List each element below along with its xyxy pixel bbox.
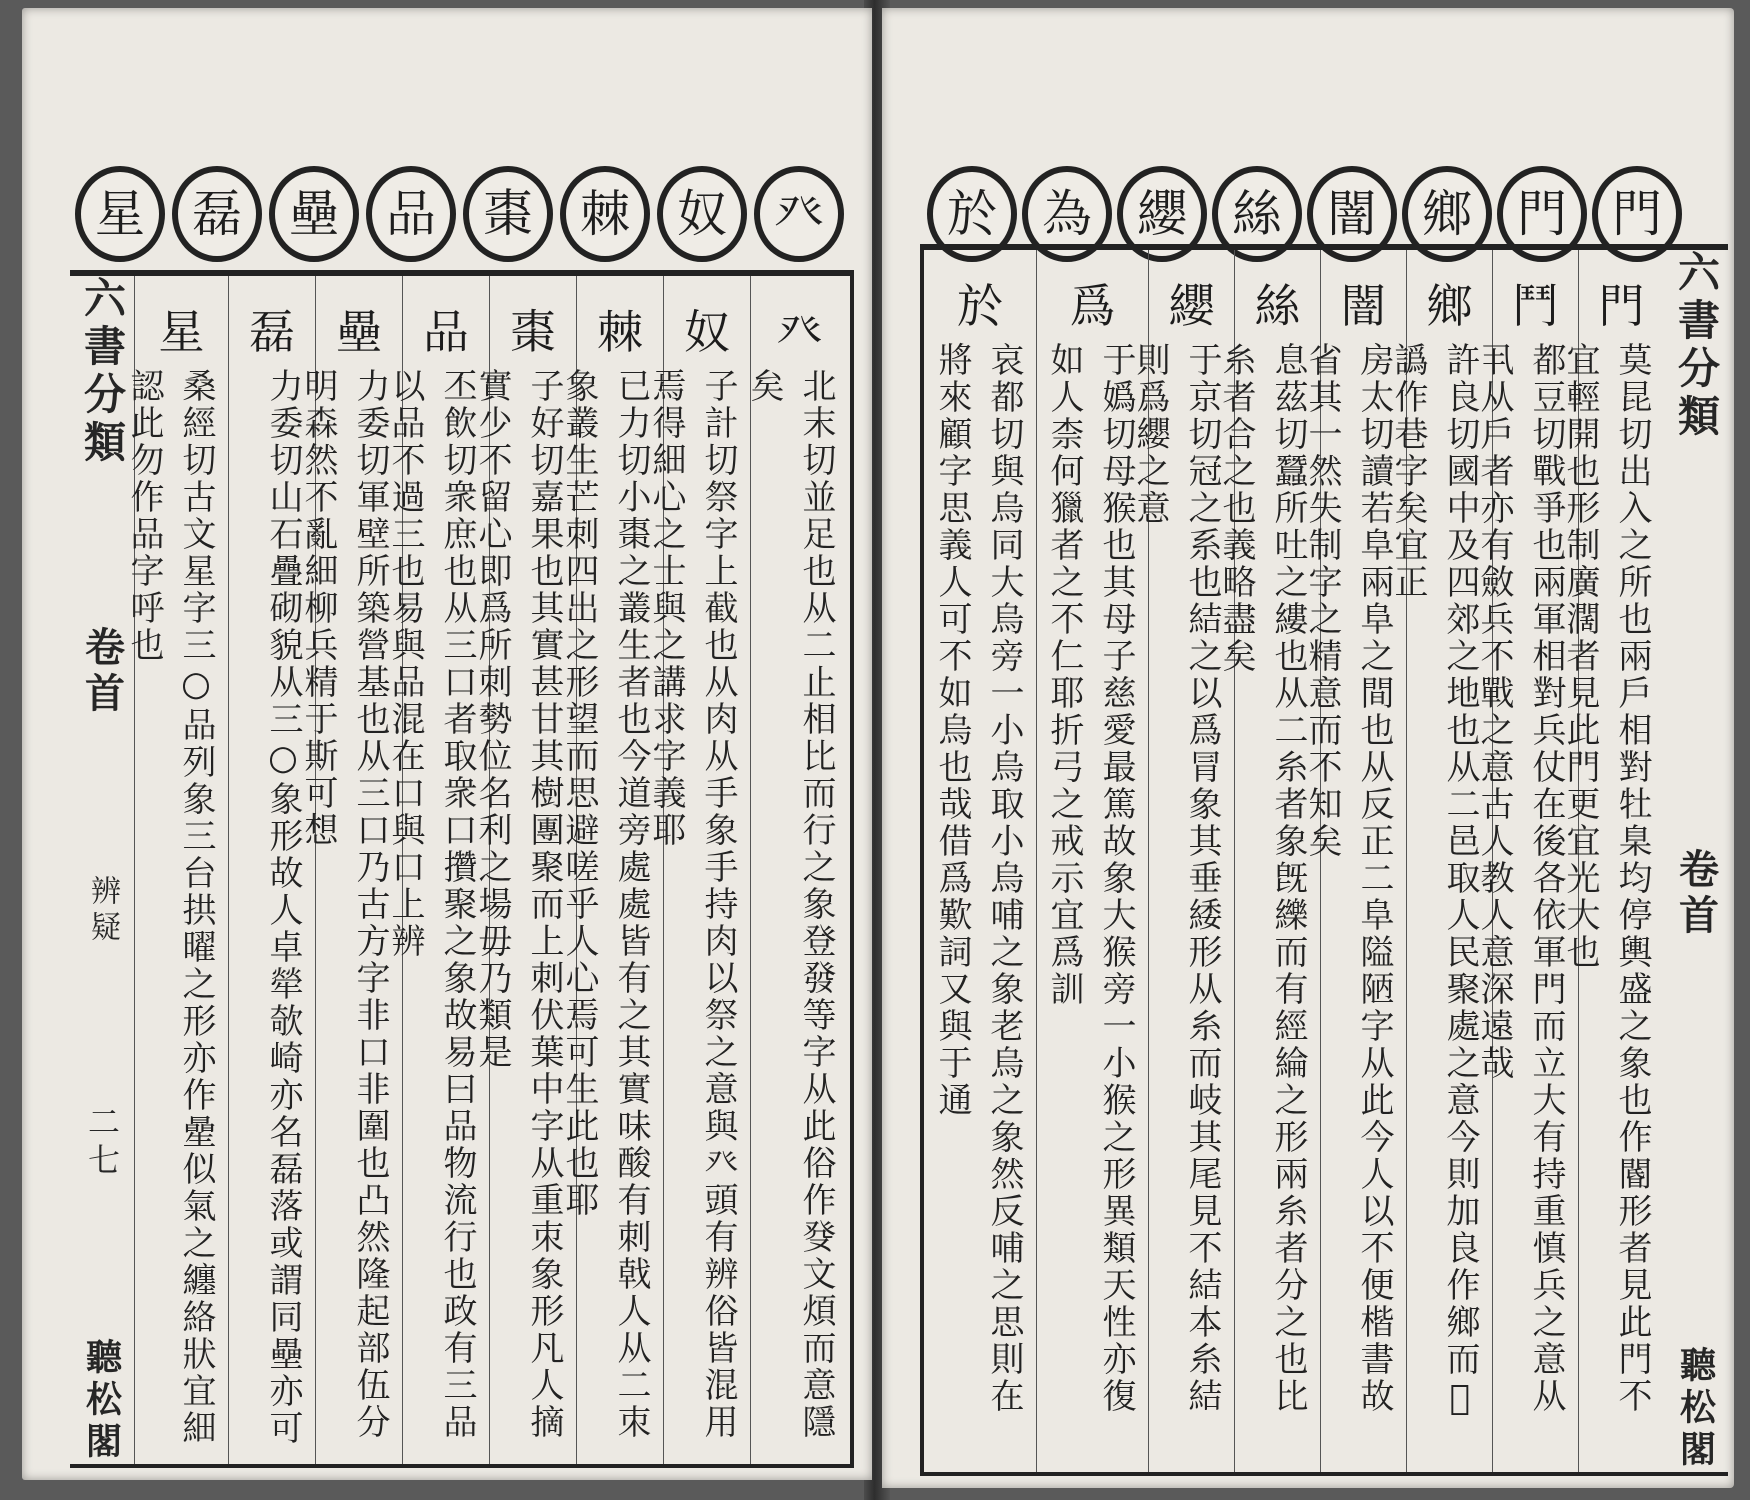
seal-glyph: 星 [158,305,205,359]
entry-column [1302,250,1406,1472]
text-frame [920,244,1728,1476]
entry-column [1388,250,1492,1472]
juan-label: 卷首 [78,625,126,718]
entry-text: 子計切祭字上截也从肉从手象手持肉以祭之意與癶頭有辨俗皆混用焉得細心之士與之講求字義耶 [646,368,738,1441]
seal-character: 品 [366,166,456,262]
seal-glyph: 壘 [336,305,382,359]
entry-text: 于嬀切母猴也其母子慈愛最篤故象大猴旁一小猴之形異類天性亦復如人柰何獵者之不仁耶折弓之戒示宜爲訓 [1044,342,1136,1415]
seal-glyph: 棗 [510,305,556,359]
entry-text: 力委切軍壁所築營基也从三口乃古方字非口非圍也凸然隆起部伍分明森然不亂細柳兵精于斯可想 [298,368,390,1441]
entry-text: 于京切冠之系也結之以爲冐象其垂緌形从糸而岐其尾見不結本糸結則爲纓之意 [1130,342,1222,1415]
entry-text: 北末切並足也从二止相比而行之象登發等字从此俗作癹文煩而意隱矣 [744,368,836,1441]
seal-character: 闇 [1307,166,1397,262]
entry-column [744,276,848,1464]
seal-character: 門 [1497,166,1587,262]
seal-glyph: 鬥 [1512,279,1559,333]
seal-character: 絲 [1212,166,1302,262]
entry-column [298,276,402,1464]
entry-column [1036,250,1148,1472]
entry-text: 丕飲切衆庶也从三口者取衆口攢聚之象故易曰品物流行也政有三品以品不過三也易與品混在口與口上辨 [385,368,477,1441]
seal-glyph: 鄉 [1426,279,1473,333]
entry-column [124,276,228,1464]
entry-text: 息茲切蠶所吐之縷也从二糸者象旣纅而有經綸之形兩糸者分之也比糸者合之也義略盡矣 [1216,342,1308,1415]
book-title: 六書分類 [78,276,127,468]
seal-glyph: 於 [957,279,1003,333]
entry-column [1474,250,1578,1472]
entry-text: 房太切讀若阜兩阜之間也从反正二阜隘陋字从此今人以不便楷書故省其一然失制字之精意而不知矣 [1302,342,1394,1415]
text-frame [70,270,854,1468]
seal-glyph: 絲 [1254,279,1301,333]
seal-character: 為 [1022,166,1112,262]
entry-column [1560,250,1664,1472]
right-page [882,8,1734,1488]
juan-label: 卷首 [1672,848,1720,940]
seal-character: 癶 [754,166,844,262]
entry-text: 都豆切戰爭也兩軍相對兵仗在後各依軍門而立大有持重慎兵之意从丮从戶者亦有斂兵不戰之意古人教人意深遠哉 [1474,342,1566,1415]
entry-text: 桑經切古文星字三○品列象三台拱曜之形亦作曐似氣之纏絡狀宜細認此勿作品字呼也 [124,368,216,1447]
entry-text: 莫昆切出入之所也兩戶相對牡臬均停輿盛之象也作閽形者見此門不宜輕開也形制廣濶者見此門更宜光大也 [1560,342,1652,1415]
seal-character: 鄉 [1402,166,1492,262]
entry-column [559,276,663,1464]
seal-glyph: 纓 [1168,279,1215,333]
seal-glyph: 品 [423,305,469,359]
press-name: 聽松閣 [80,1338,123,1464]
seal-character: 星 [75,166,165,262]
seal-character: 棘 [560,166,650,262]
entry-column [472,276,576,1464]
seal-glyph: 門 [1598,279,1645,333]
entry-column [646,276,750,1464]
entry-text: 哀都切與烏同大烏旁一小烏取小烏哺之象老烏之象然反哺之思則在將來顧字思義人可不如烏也哉借爲歎詞又與于通 [932,342,1024,1415]
seal-character: 纓 [1117,166,1207,262]
seal-glyph: 闇 [1340,279,1387,333]
entry-text: 子好切嘉果也其實甚甘其樹團聚而上刺伏葉中字从重朿象形凡人摘實少不留心即爲所刺勢位名利之場毋乃類是 [472,368,564,1441]
entry-text: 力委切山石疊砌貌从三○象形故人卓犖欹崎亦名磊落或謂同壘亦可 [263,368,303,1447]
entry-column [1216,250,1320,1472]
seal-character: 棗 [463,166,553,262]
entry-text: 許良切國中及四郊之地也从二邑取人民聚處之意今則加良作鄉而𨛜譌作巷字矣宜正 [1388,342,1480,1421]
entry-column [228,276,315,1464]
seal-glyph: 磊 [249,305,295,359]
section-label: 辨疑 [85,875,120,947]
book-title: 六書分類 [1672,250,1721,442]
page-number: 二七 [83,1104,121,1181]
seal-glyph: 癶 [776,305,823,359]
left-page [22,8,872,1480]
seal-glyph: 爲 [1069,279,1116,333]
entry-column [1130,250,1234,1472]
seal-glyph: 奴 [684,305,730,359]
entry-text: 已力切小棗之叢生者也今道旁處處皆有之其實味酸有刺戟人从二朿象叢生芒刺四出之形望而思避嗟乎人心焉可生此也耶 [559,368,651,1441]
seal-character: 壘 [269,166,359,262]
block-margin-column [1664,250,1728,1472]
seal-glyph: 棘 [597,305,643,359]
seal-character: 奴 [657,166,747,262]
entry-column [924,250,1036,1472]
seal-character: 門 [1592,166,1682,262]
seal-character: 於 [927,166,1017,262]
seal-header-row [74,166,854,270]
entry-column [385,276,489,1464]
seal-character: 磊 [172,166,262,262]
press-name: 聽松閣 [1674,1346,1717,1472]
